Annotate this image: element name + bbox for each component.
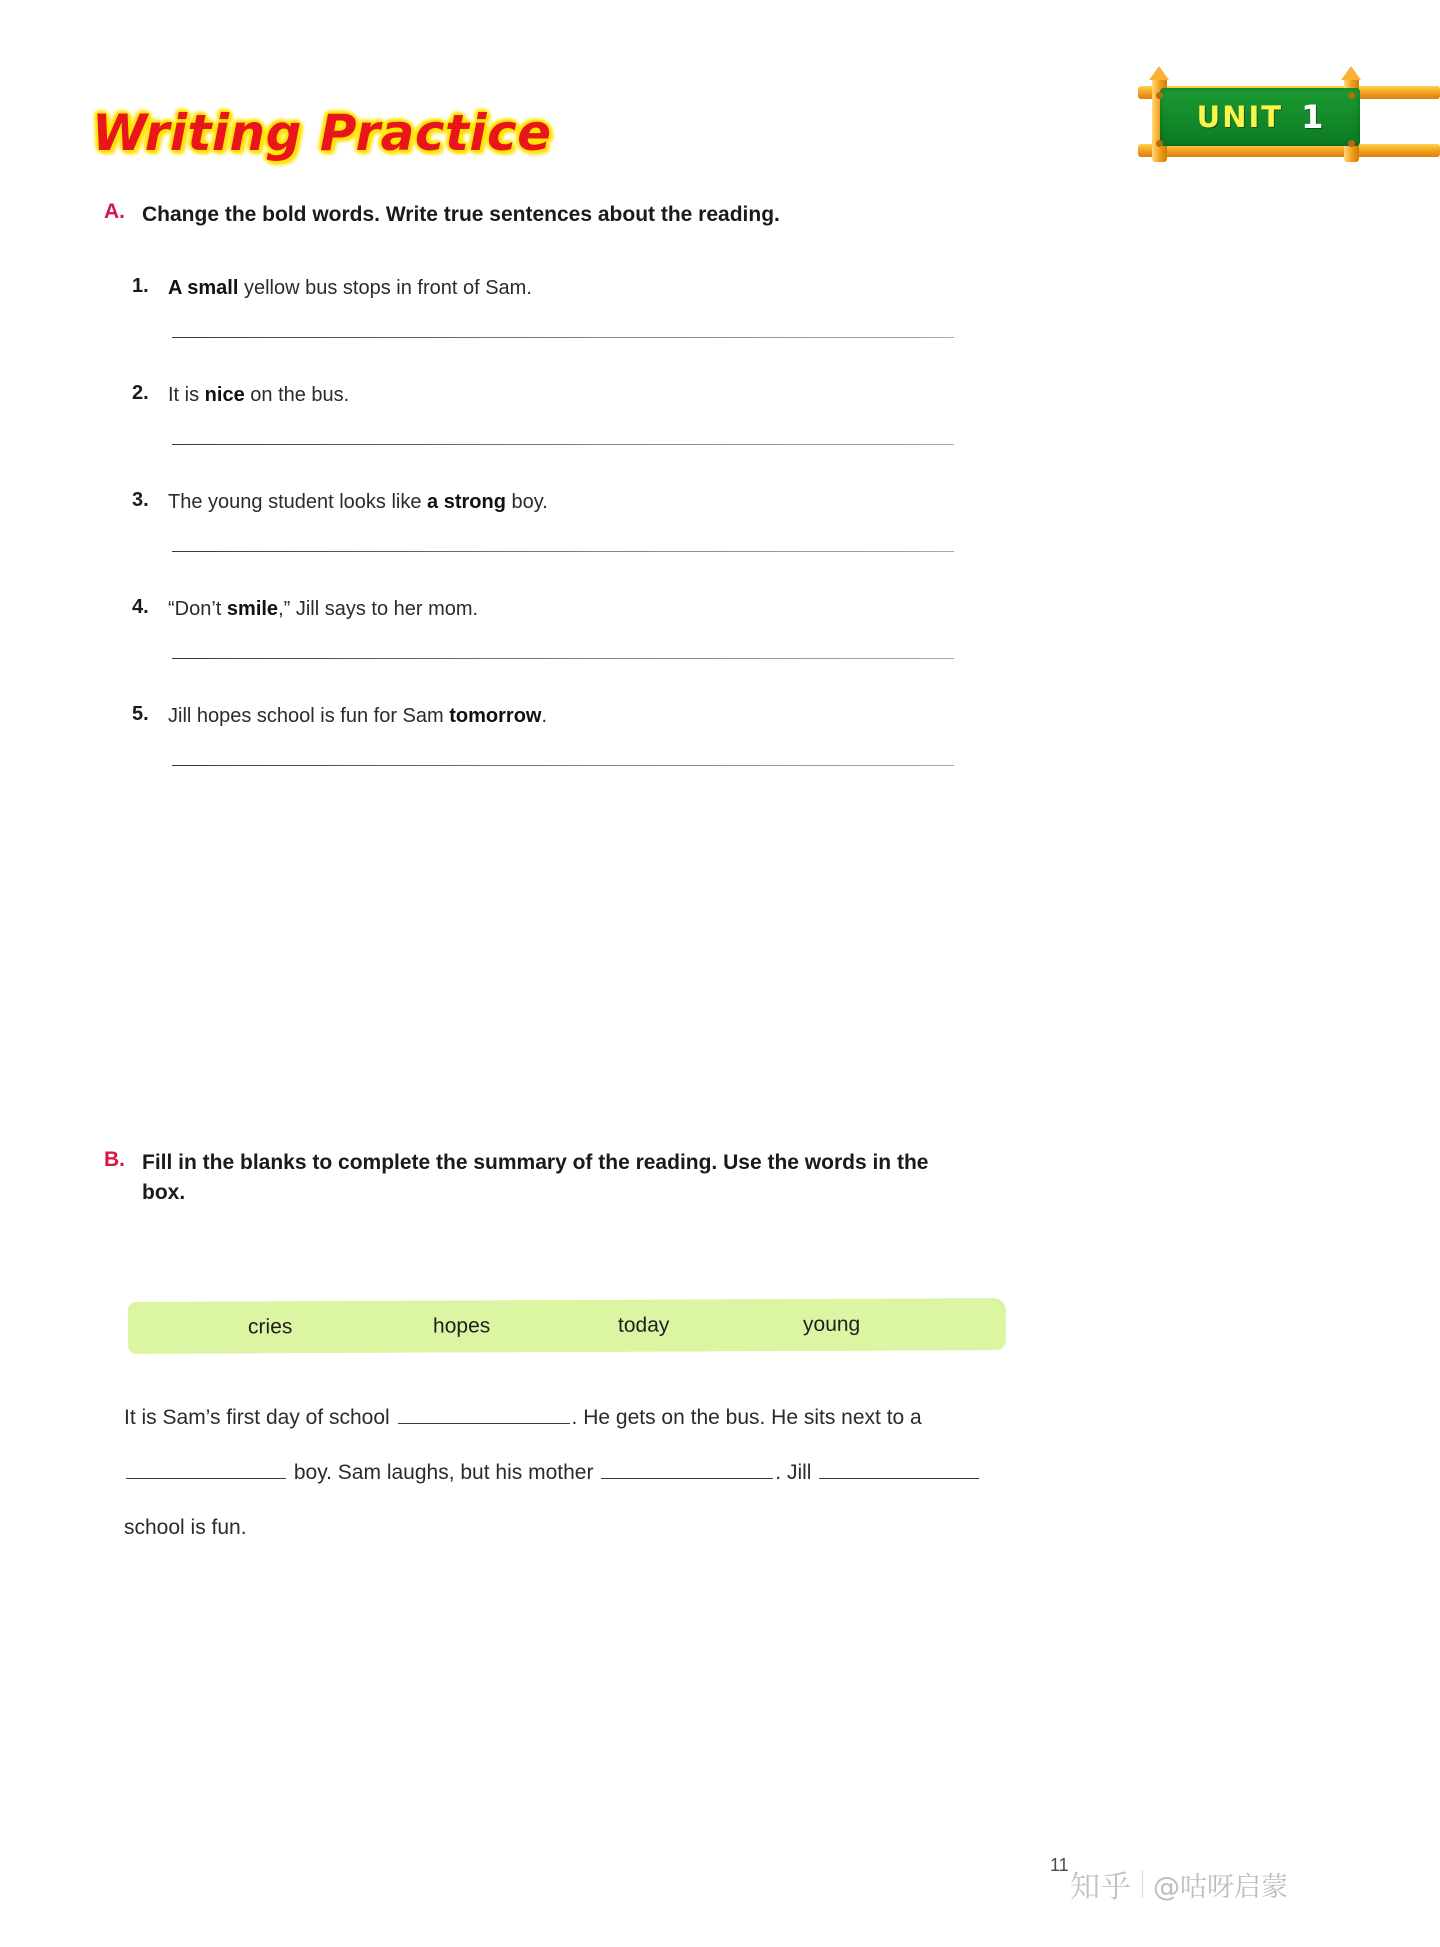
zhihu-logo: 知乎 xyxy=(1070,1870,1132,1905)
section-a-question-list xyxy=(132,275,962,810)
question-number: 4. xyxy=(132,596,149,618)
question-number: 1. xyxy=(132,275,149,297)
question-text xyxy=(168,596,478,622)
question-bold-word: tomorrow xyxy=(449,705,542,727)
question-number: 2. xyxy=(132,382,149,404)
question-bold-word: A small xyxy=(168,277,239,299)
summary-text-5: school is fun. xyxy=(124,1516,247,1539)
summary-blank-2[interactable] xyxy=(126,1458,286,1479)
question-text-post: boy. xyxy=(505,491,548,513)
summary-text-2: . He gets on the bus. He sits next to a xyxy=(571,1406,922,1429)
question-number: 3. xyxy=(132,489,149,511)
question-text xyxy=(168,489,548,515)
question-text-post: yellow bus stops in front of Sam. xyxy=(238,277,532,299)
summary-paragraph xyxy=(124,1390,1014,1555)
watermark-handle: @咕呀启蒙 xyxy=(1153,1871,1288,1903)
question-item xyxy=(132,275,962,382)
question-text-post: ,” Jill says to her mom. xyxy=(278,598,479,620)
unit-screw-tr xyxy=(1348,92,1355,99)
question-item xyxy=(132,703,962,810)
question-text-pre: Jill hopes school is fun for Sam xyxy=(168,705,450,727)
word-bank-item[interactable]: cries xyxy=(247,1315,293,1339)
question-text-pre: “Don’t xyxy=(168,598,227,620)
question-text-pre: The young student looks like xyxy=(168,491,428,513)
unit-number: 1 xyxy=(1301,98,1324,136)
section-b-heading xyxy=(104,1148,972,1209)
question-item xyxy=(132,596,962,703)
unit-plate xyxy=(1160,88,1360,146)
question-bold-word: nice xyxy=(204,384,245,406)
question-bold-word: a strong xyxy=(427,491,506,513)
question-item xyxy=(132,489,962,596)
word-bank-item[interactable]: today xyxy=(617,1313,670,1337)
question-item xyxy=(132,382,962,489)
answer-line[interactable] xyxy=(172,551,954,552)
word-bank-box xyxy=(128,1298,1006,1354)
question-text xyxy=(168,703,547,729)
summary-blank-4[interactable] xyxy=(819,1458,979,1479)
unit-label: UNIT xyxy=(1196,100,1284,134)
question-text-post: . xyxy=(541,705,548,727)
word-bank-item[interactable]: young xyxy=(802,1312,861,1336)
section-a-heading xyxy=(104,200,780,230)
question-number: 5. xyxy=(132,703,149,725)
section-a-letter: A. xyxy=(104,200,125,223)
unit-screw-br xyxy=(1348,140,1355,147)
watermark xyxy=(1070,1862,1288,1906)
summary-blank-1[interactable] xyxy=(398,1403,570,1424)
page-title: Writing Practice xyxy=(92,104,552,162)
summary-text-3: boy. Sam laughs, but his mother xyxy=(288,1461,600,1484)
summary-text-1: It is Sam’s first day of school xyxy=(124,1406,396,1429)
question-text xyxy=(168,275,532,301)
answer-line[interactable] xyxy=(172,658,954,659)
word-bank-item[interactable]: hopes xyxy=(432,1314,491,1338)
question-text xyxy=(168,382,349,408)
answer-line[interactable] xyxy=(172,765,954,766)
section-b-letter: B. xyxy=(104,1148,125,1171)
section-a-instruction: Change the bold words. Write true sentences about the reading. xyxy=(142,203,780,226)
unit-screw-bl xyxy=(1156,140,1163,147)
question-text-pre: It is xyxy=(168,384,205,406)
answer-line[interactable] xyxy=(172,444,954,445)
unit-screw-tl xyxy=(1156,92,1163,99)
summary-text-4: . Jill xyxy=(775,1461,818,1484)
unit-badge xyxy=(1138,68,1440,166)
summary-blank-3[interactable] xyxy=(601,1458,773,1479)
page-number: 11 xyxy=(1050,1855,1069,1875)
question-bold-word: smile xyxy=(226,598,279,620)
watermark-divider xyxy=(1142,1870,1143,1898)
question-text-post: on the bus. xyxy=(244,384,350,406)
answer-line[interactable] xyxy=(172,337,954,338)
section-b-instruction: Fill in the blanks to complete the summary of the reading. Use the words in the box. xyxy=(142,1151,929,1205)
